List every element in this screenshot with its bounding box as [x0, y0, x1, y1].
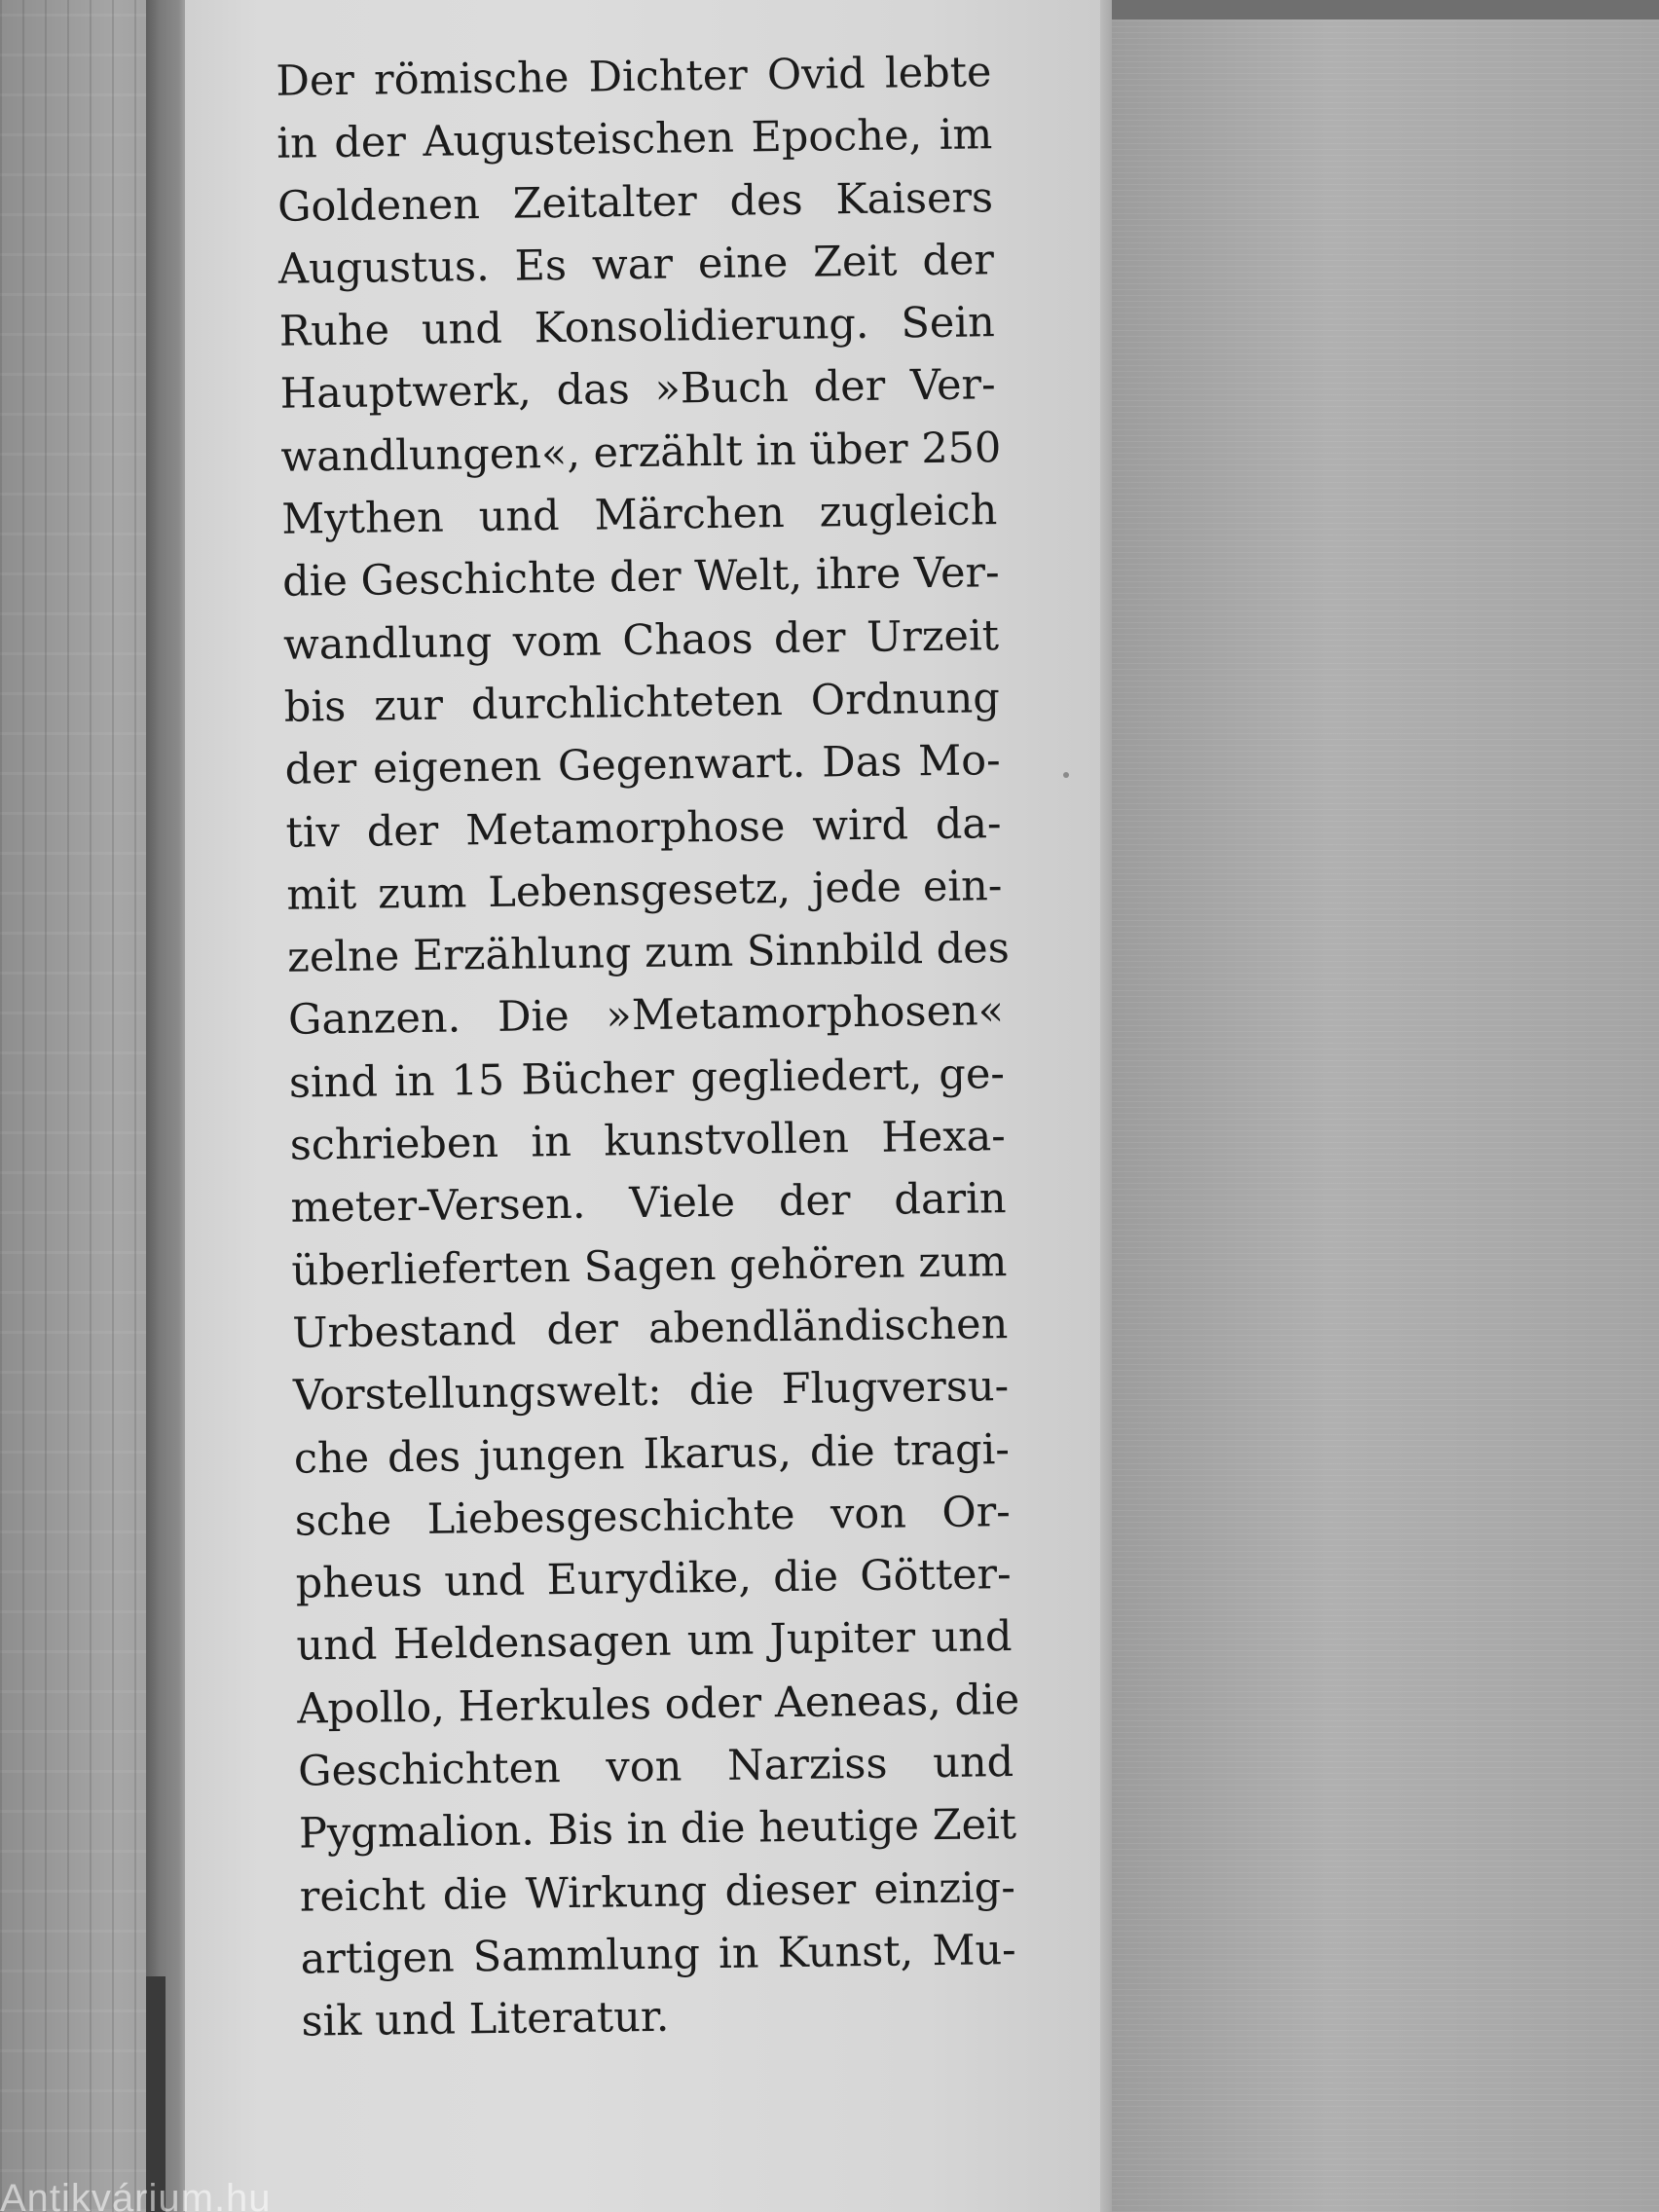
text-line: Hauptwerk, das »Buch der Ver- — [279, 360, 996, 420]
flap-text — [276, 41, 1020, 2053]
text-line: überlieferten Sagen gehören zum — [291, 1236, 1008, 1296]
text-line: tiv der Metamorphose wird da- — [285, 798, 1002, 858]
text-line: reicht die Wirkung dieser einzig- — [299, 1862, 1016, 1922]
text-line: Mythen und Märchen zugleich — [281, 486, 998, 544]
text-line: pheus und Eurydike, die Götter- — [295, 1550, 1012, 1608]
text-line: Vorstellungswelt: die Flugversu- — [292, 1362, 1010, 1420]
background-strip — [1110, 0, 1659, 19]
text-line: sik und Literatur. — [301, 1992, 670, 2046]
paper-speck — [1063, 772, 1069, 778]
text-line: Pygmalion. Bis in die heutige Zeit — [298, 1800, 1017, 1859]
text-line: sche Liebesgeschichte von Or- — [294, 1487, 1012, 1546]
text-line: wandlungen«, erzählt in über 250 — [280, 423, 1002, 482]
text-line: che des jungen Ikarus, die tragi- — [293, 1424, 1011, 1484]
text-line: bis zur durchlichteten Ordnung — [283, 674, 1001, 732]
text-line: sind in 15 Bücher gegliedert, ge- — [288, 1049, 1006, 1108]
text-line: Augustus. Es war eine Zeit der — [277, 236, 995, 294]
text-line: zelne Erzählung zum Sinnbild des — [286, 924, 1011, 982]
text-line: wandlung vom Chaos der Urzeit — [282, 610, 1000, 670]
text-line: artigen Sammlung in Kunst, Mu- — [300, 1925, 1016, 1984]
flap-edge — [1100, 0, 1112, 2212]
watermark: Antikvárium.hu — [0, 2177, 272, 2212]
text-line: und Heldensagen um Jupiter und — [296, 1612, 1013, 1672]
text-line: mit zum Lebensgesetz, jede ein- — [286, 861, 1003, 920]
text-line: meter-Versen. Viele der darin — [290, 1174, 1007, 1234]
text-line: Urbestand der abendländischen — [291, 1300, 1009, 1358]
text-line: Goldenen Zeitalter des Kaisers — [276, 172, 994, 232]
text-line: Der römische Dichter Ovid lebte — [276, 48, 992, 106]
underlying-page — [1110, 19, 1659, 2212]
text-line: Ganzen. Die »Metamorphosen« — [287, 986, 1005, 1046]
text-line: schrieben in kunstvollen Hexa- — [289, 1112, 1007, 1170]
text-line: in der Augusteischen Epoche, im — [276, 110, 993, 169]
text-line: die Geschichte der Welt, ihre Ver- — [281, 548, 1000, 608]
text-line: der eigenen Gegenwart. Das Mo- — [284, 736, 1001, 795]
text-line: Ruhe und Konsolidierung. Sein — [278, 298, 996, 356]
text-line: Apollo, Herkules oder Aeneas, die — [297, 1675, 1020, 1734]
text-line: Geschichten von Narziss und — [297, 1738, 1014, 1796]
